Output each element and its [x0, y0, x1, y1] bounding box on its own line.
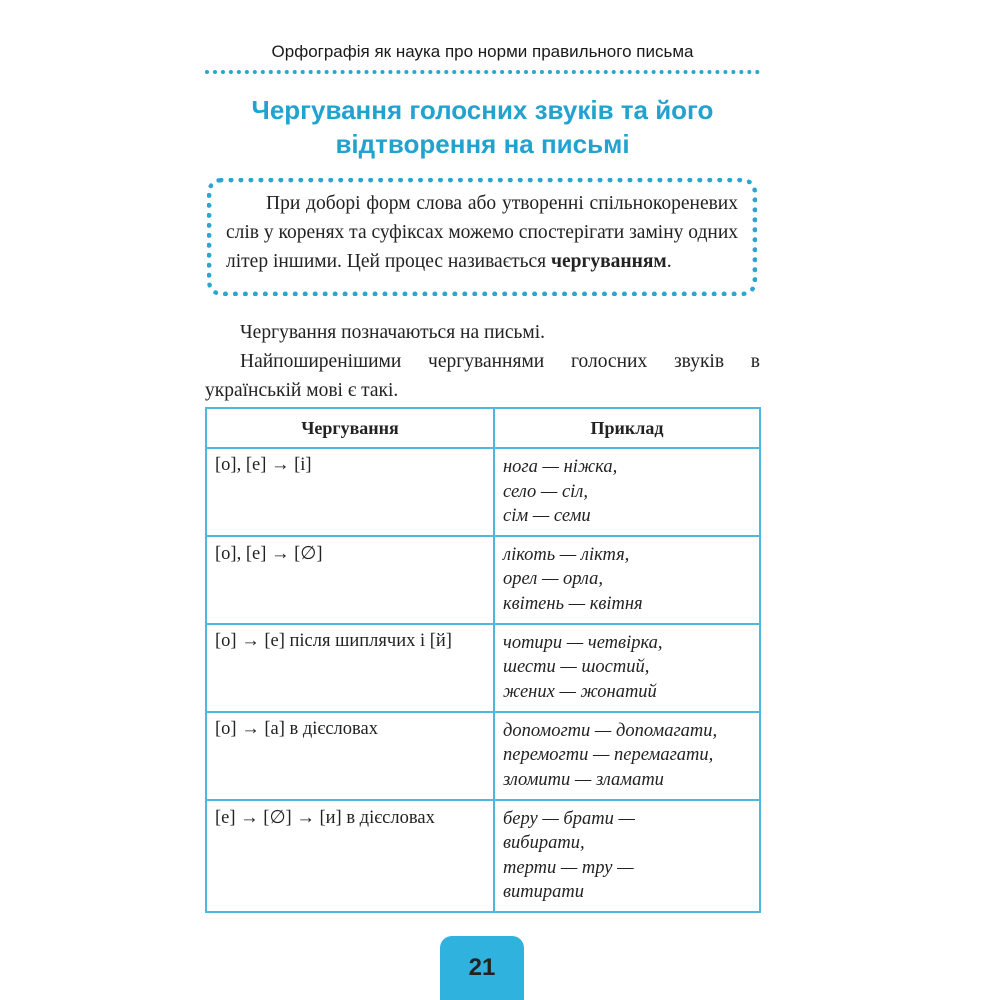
- alternation-cell: [о] → [е] після шиплячих і [й]: [206, 624, 494, 712]
- example-cell: [494, 712, 760, 800]
- rule-term: чергуванням: [551, 251, 667, 272]
- column-header-alternation: Чергування: [206, 408, 494, 448]
- table-header-row: [206, 408, 760, 448]
- example-line: вибирати,: [503, 833, 585, 853]
- example-line: шести — шостий,: [503, 657, 650, 677]
- example-line: сім — семи: [503, 506, 591, 526]
- page-number-tab: [440, 936, 524, 1000]
- alternation-cell: [е] → [∅] → [и] в дієсловах: [206, 800, 494, 912]
- example-line: зломити — зламати: [503, 769, 664, 790]
- rule-text-end: .: [666, 251, 672, 272]
- column-header-example: Приклад: [494, 408, 760, 448]
- example-line: чотири — четвірка,: [503, 632, 663, 653]
- example-line: перемогти — перемагати,: [503, 745, 714, 765]
- body-text: [205, 318, 760, 405]
- table-row: [206, 712, 760, 800]
- rule-text: [226, 189, 738, 276]
- example-line: квітень — квітня: [503, 593, 643, 614]
- section-title-line-2: відтворення на письмі: [335, 129, 630, 159]
- example-cell: [494, 536, 760, 624]
- example-cell: [494, 800, 760, 912]
- example-line: витирати: [503, 882, 585, 902]
- rule-box: [207, 178, 757, 296]
- paragraph-2: Найпоширенішими чергуваннями голосних звуків в українській мові є такі.: [205, 351, 760, 401]
- table-row: [206, 448, 760, 536]
- alternation-cell: [о], [е] → [∅]: [206, 536, 494, 624]
- alternation-cell: [о], [е] → [і]: [206, 448, 494, 536]
- running-head: Орфографія як наука про норми правильного письма: [271, 42, 694, 61]
- table-row: [206, 800, 760, 912]
- example-line: лікоть — ліктя,: [503, 544, 630, 565]
- example-line: орел — орла,: [503, 569, 603, 589]
- example-line: жених — жонатий: [503, 681, 657, 702]
- section-title: [205, 93, 760, 161]
- rule-text-body: При доборі форм слова або утворенні спільнокореневих слів у коренях та суфіксах можемо спостерігати заміну одних літер іншими. Цей процес називається: [226, 193, 738, 272]
- header-dotted-divider: [205, 70, 760, 74]
- example-line: село — сіл,: [503, 481, 589, 502]
- table-row: [206, 624, 760, 712]
- table-row: [206, 536, 760, 624]
- alternation-cell: [о] → [а] в дієсловах: [206, 712, 494, 800]
- example-cell: [494, 624, 760, 712]
- example-line: нога — ніжка,: [503, 457, 618, 477]
- example-line: беру — брати —: [503, 808, 635, 829]
- example-line: допомогти — допомагати,: [503, 720, 718, 741]
- page-number: 21: [468, 954, 496, 981]
- example-cell: [494, 448, 760, 536]
- paragraph-1: Чергування позначаються на письмі.: [240, 322, 546, 343]
- alternations-table: [205, 407, 761, 913]
- example-line: терти — тру —: [503, 857, 634, 878]
- section-title-line-1: Чергування голосних звуків та його: [251, 95, 714, 125]
